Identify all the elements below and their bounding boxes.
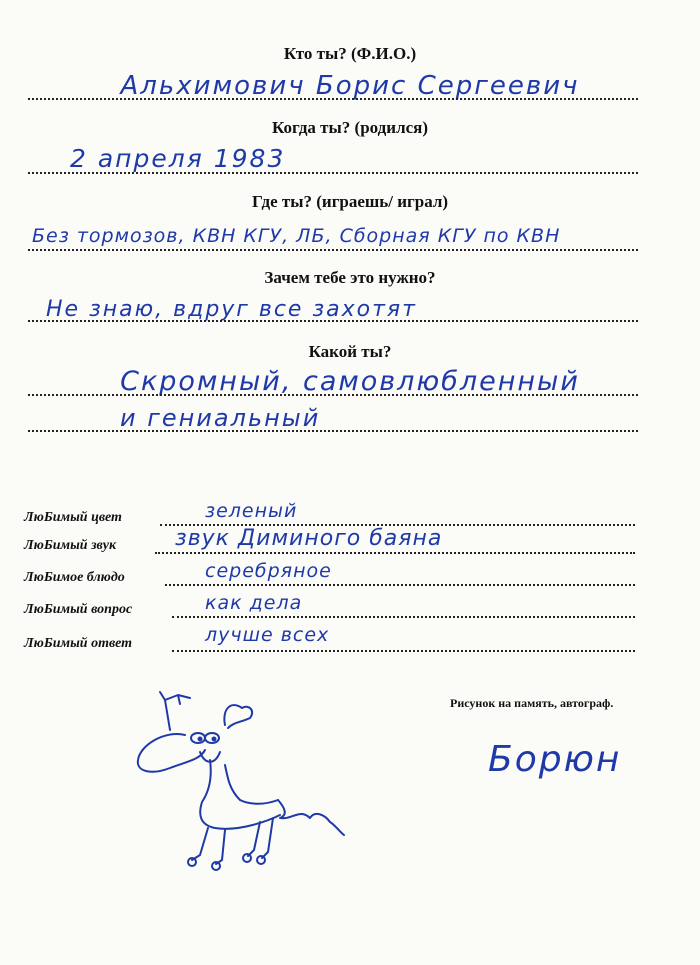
question-where: Где ты? (играешь/ играл) xyxy=(251,192,449,211)
question-why: Зачем тебе это нужно? xyxy=(264,268,436,287)
favorite-answer-label: ЛюБимый ответ xyxy=(24,636,132,651)
answer-line xyxy=(28,392,638,396)
favorite-question-answer: как дела xyxy=(205,592,303,614)
question-what-kind: Какой ты? xyxy=(308,342,392,361)
answer-line xyxy=(172,648,635,652)
answer-line xyxy=(28,428,638,432)
favorite-question-label: ЛюБимый вопрос xyxy=(24,602,133,617)
moose-drawing xyxy=(130,690,360,880)
favorite-sound-label: ЛюБимый звук xyxy=(24,538,117,553)
autograph: Борюн xyxy=(488,739,622,780)
answer-line xyxy=(28,318,638,322)
favorite-answer-answer: лучше всех xyxy=(205,624,330,646)
favorite-dish-label: ЛюБимое блюдо xyxy=(24,570,125,585)
answer-line xyxy=(28,247,638,251)
question-birth: Когда ты? (родился) xyxy=(271,118,429,137)
answer-what-kind-line1: Скромный, самовлюбленный xyxy=(120,366,580,397)
favorite-color-answer: зеленый xyxy=(205,500,298,522)
answer-line xyxy=(28,96,638,100)
answer-what-kind-line2: и гениальный xyxy=(120,404,321,432)
drawing-autograph-label: Рисунок на память, автограф. xyxy=(450,696,614,710)
answer-line xyxy=(165,582,635,586)
answer-where: Без тормозов, КВН КГУ, ЛБ, Сборная КГУ по КВН xyxy=(32,225,561,247)
answer-line xyxy=(172,614,635,618)
favorite-color-label: ЛюБимый цвет xyxy=(24,510,122,525)
question-name: Кто ты? (Ф.И.О.) xyxy=(283,44,417,63)
favorite-sound-answer: звук Диминого баяна xyxy=(175,526,443,551)
answer-birth: 2 апреля 1983 xyxy=(70,144,286,173)
favorite-dish-answer: серебряное xyxy=(205,560,332,582)
answer-line xyxy=(28,170,638,174)
answer-why: Не знаю, вдруг все захотят xyxy=(46,297,417,322)
answer-name: Альхимович Борис Сергеевич xyxy=(120,71,580,101)
